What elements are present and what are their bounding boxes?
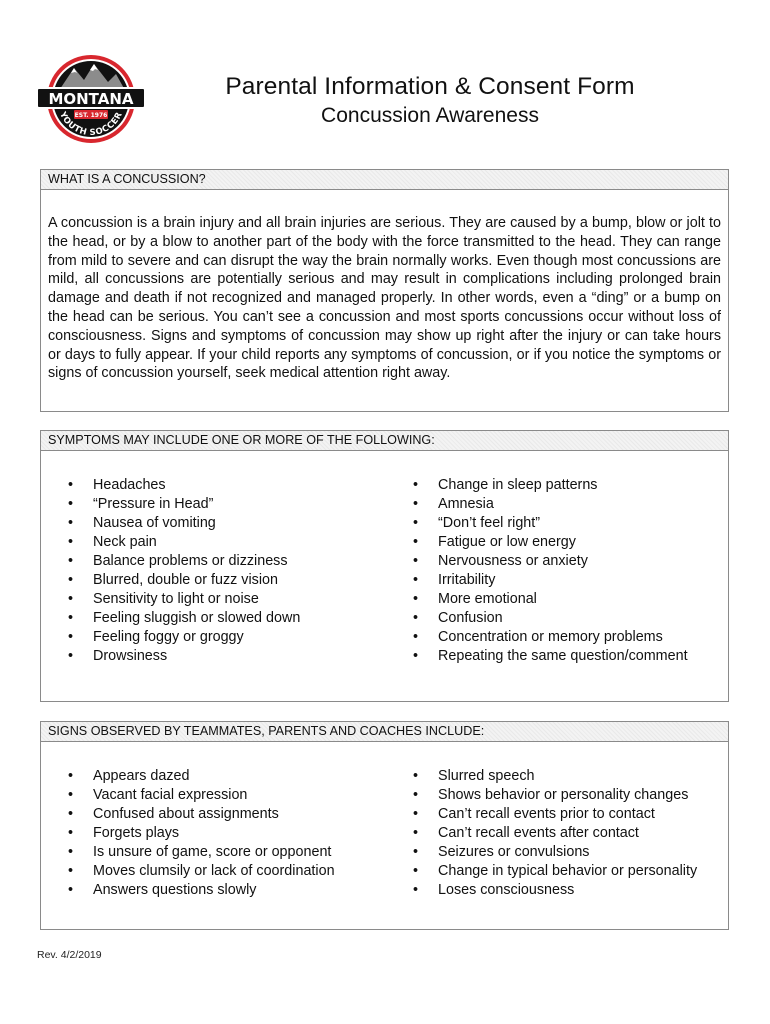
what-is-concussion-section [40,169,729,412]
logo-name: MONTANA [48,90,134,108]
page-subtitle: Concussion Awareness [321,104,539,127]
symptoms-list-right [386,476,726,666]
list-item: • Fatigue or low energy [386,533,726,552]
list-item: • Neck pain [41,533,386,552]
list-item: • Balance problems or dizziness [41,552,386,571]
what-is-concussion-text: A concussion is a brain injury and all brain injuries are serious. They are caused by a bump, blow or jolt to the head, or by a blow to another part of the body with the force transmitted to the head. They can range from mild to severe and can disrupt the way the brain normally works. Even though most concussions are mild, all concussions are potentially serious and may result in complications including prolonged brain damage and death if not recognized and managed properly. In other words, even a “ding” or a bump on the head can be serious. You can’t see a concussion and most sports concussions occur without loss of consciousness. Signs and symptoms of concussion may show up right after the injury or can take hours or days to fully appear. If your child reports any symptoms of concussion, or if you notice the symptoms or signs of concussion yourself, seek medical attention right away. [48,215,721,382]
list-item: • Concentration or memory problems [386,628,726,647]
list-item: • Can’t recall events prior to contact [386,805,726,824]
signs-list-left [41,767,386,900]
page-title: Parental Information & Consent Form [225,73,635,100]
list-item: • Repeating the same question/comment [386,647,726,666]
logo-est: EST. 1976 [74,112,108,119]
list-item: • More emotional [386,590,726,609]
list-item: • Seizures or convulsions [386,843,726,862]
list-item: • Blurred, double or fuzz vision [41,571,386,590]
section-heading: SIGNS OBSERVED BY TEAMMATES, PARENTS AND COACHES INCLUDE: [41,722,728,742]
list-item: • Appears dazed [41,767,386,786]
section-heading: WHAT IS A CONCUSSION? [41,170,728,190]
list-item: • Confusion [386,609,726,628]
list-item: • Forgets plays [41,824,386,843]
list-item: • Is unsure of game, score or opponent [41,843,386,862]
list-item: • Feeling sluggish or slowed down [41,609,386,628]
list-item: • Confused about assignments [41,805,386,824]
symptoms-section [40,430,729,702]
list-item: • Can’t recall events after contact [386,824,726,843]
list-item: • Loses consciousness [386,881,726,900]
list-item: • Nervousness or anxiety [386,552,726,571]
montana-youth-soccer-logo [34,52,148,146]
logo-tagline: YOUTH SOCCER [57,110,125,139]
list-item: • Feeling foggy or groggy [41,628,386,647]
list-item: • Irritability [386,571,726,590]
list-item: • Sensitivity to light or noise [41,590,386,609]
revision-date: Rev. 4/2/2019 [37,949,102,961]
section-heading: SYMPTOMS MAY INCLUDE ONE OR MORE OF THE FOLLOWING: [41,431,728,451]
logo-emblem [34,52,148,146]
title-block [150,72,710,130]
list-item: • Headaches [41,476,386,495]
signs-list-right [386,767,726,900]
list-item: • Shows behavior or personality changes [386,786,726,805]
list-item: • Nausea of vomiting [41,514,386,533]
signs-section [40,721,729,930]
symptoms-list-left [41,476,386,666]
list-item: • Change in sleep patterns [386,476,726,495]
list-item: • Answers questions slowly [41,881,386,900]
list-item: • Amnesia [386,495,726,514]
list-item: • Slurred speech [386,767,726,786]
list-item: • “Don’t feel right” [386,514,726,533]
list-item: • Moves clumsily or lack of coordination [41,862,386,881]
list-item: • Vacant facial expression [41,786,386,805]
list-item: • Change in typical behavior or personality [386,862,726,881]
list-item: • Drowsiness [41,647,386,666]
list-item: • “Pressure in Head” [41,495,386,514]
